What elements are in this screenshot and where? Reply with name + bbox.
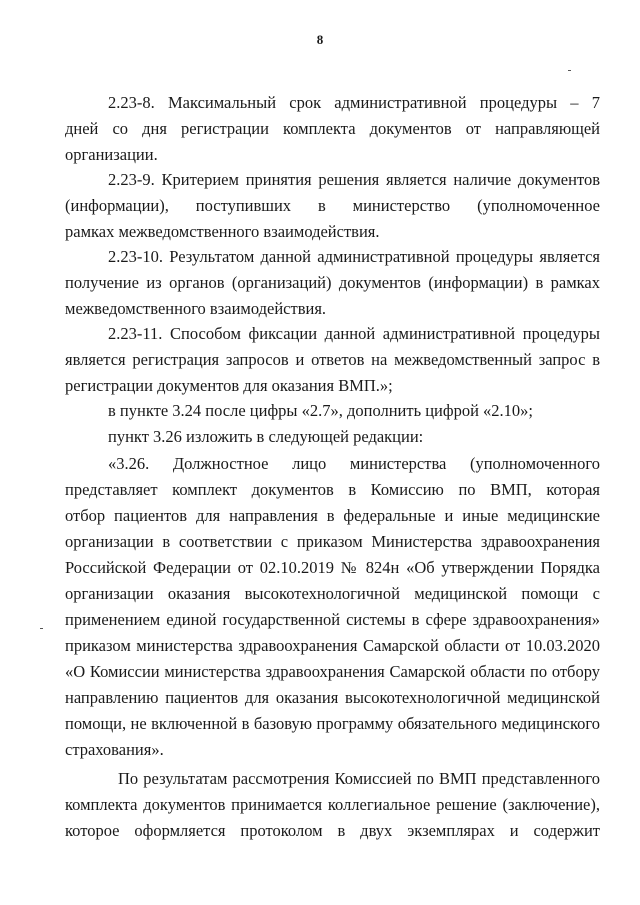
- text-line: дней со дня регистрации комплекта документов от направляющей: [65, 119, 600, 138]
- text-line: пункт 3.26 изложить в следующей редакции:: [108, 427, 424, 446]
- text-line: комплекта документов принимается коллегиальное решение (заключение),: [65, 795, 600, 814]
- scan-speck: [568, 70, 571, 71]
- text-line: Российской Федерации от 02.10.2019 № 824н «Об утверждении Порядка: [65, 558, 600, 577]
- text-line: 2.23-10. Результатом данной административной процедуры является: [108, 247, 600, 266]
- text-line: в пункте 3.24 после цифры «2.7», дополнить цифрой «2.10»;: [108, 401, 533, 420]
- text-line: межведомственного взаимодействия.: [65, 299, 327, 318]
- text-line: «О Комиссии министерства здравоохранения Самарской области по отбору: [65, 662, 600, 681]
- text-line: применением единой государственной системы в сфере здравоохранения»: [65, 610, 600, 629]
- text-line: 2.23-11. Способом фиксации данной административной процедуры: [108, 324, 600, 343]
- text-line: помощи, не включенной в базовую программу обязательного медицинского: [65, 714, 600, 733]
- text-line: рамках межведомственного взаимодействия.: [65, 222, 380, 241]
- text-line: направлению пациентов для оказания высокотехнологичной медицинской: [65, 688, 600, 707]
- text-line: представляет комплект документов в Комиссию по ВМП, которая: [65, 480, 600, 499]
- text-line: 2.23-9. Критерием принятия решения является наличие документов: [108, 170, 600, 189]
- text-line: По результатам рассмотрения Комиссией по ВМП представленного: [118, 769, 600, 788]
- text-line: регистрации документов для оказания ВМП.»;: [65, 376, 393, 395]
- text-line: получение из органов (организаций) документов (информации) в рамках: [65, 273, 600, 292]
- text-line: отбор пациентов для направления в федеральные и иные медицинские: [65, 506, 600, 525]
- text-line: (информации), поступивших в министерство (уполномоченное: [65, 196, 600, 215]
- text-line: организации.: [65, 145, 158, 164]
- text-line: страхования».: [65, 740, 164, 759]
- text-line: которое оформляется протоколом в двух экземплярах и содержит: [65, 821, 600, 840]
- text-line: организации оказания высокотехнологичной медицинской помощи с: [65, 584, 600, 603]
- text-line: 2.23-8. Максимальный срок административной процедуры – 7: [108, 93, 600, 112]
- text-line: является регистрация запросов и ответов на межведомственный запрос в: [65, 350, 600, 369]
- text-line: «3.26. Должностное лицо министерства (уполномоченного: [108, 454, 600, 473]
- scan-speck: [40, 628, 43, 629]
- text-line: организации в соответствии с приказом Министерства здравоохранения: [65, 532, 600, 551]
- text-line: приказом министерства здравоохранения Самарской области от 10.03.2020: [65, 636, 600, 655]
- page-number: 8: [316, 32, 324, 47]
